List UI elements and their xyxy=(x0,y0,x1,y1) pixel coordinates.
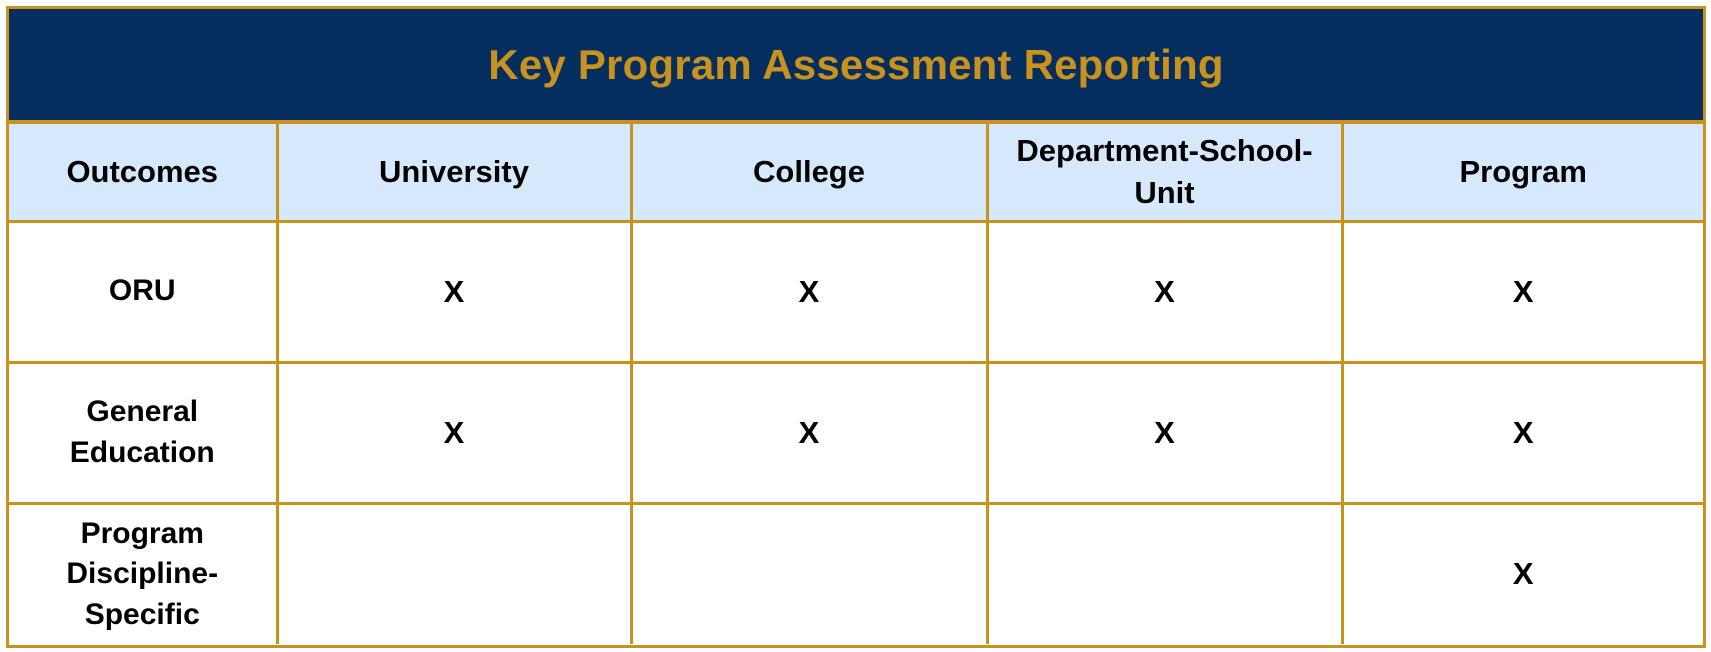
row-label: ORU xyxy=(9,221,277,362)
cell-program: X xyxy=(1342,221,1703,362)
table-title: Key Program Assessment Reporting xyxy=(488,40,1224,88)
cell-college xyxy=(631,503,987,644)
row-label: General Education xyxy=(9,362,277,503)
header-university: University xyxy=(277,124,631,221)
cell-department xyxy=(987,503,1342,644)
cell-college: X xyxy=(631,362,987,503)
cell-university: X xyxy=(277,221,631,362)
cell-department: X xyxy=(987,221,1342,362)
table-row xyxy=(9,221,1703,362)
table-row xyxy=(9,503,1703,644)
header-college: College xyxy=(631,124,987,221)
cell-college: X xyxy=(631,221,987,362)
cell-department: X xyxy=(987,362,1342,503)
header-program: Program xyxy=(1342,124,1703,221)
table-header-row xyxy=(9,124,1703,221)
assessment-table xyxy=(9,124,1703,644)
cell-university: X xyxy=(277,362,631,503)
header-department-school-unit: Department-School-Unit xyxy=(987,124,1342,221)
title-bar xyxy=(9,9,1703,124)
cell-program: X xyxy=(1342,503,1703,644)
assessment-table-frame xyxy=(6,6,1706,648)
row-label: Program Discipline-Specific xyxy=(9,503,277,644)
cell-university xyxy=(277,503,631,644)
cell-program: X xyxy=(1342,362,1703,503)
table-row xyxy=(9,362,1703,503)
header-outcomes: Outcomes xyxy=(9,124,277,221)
